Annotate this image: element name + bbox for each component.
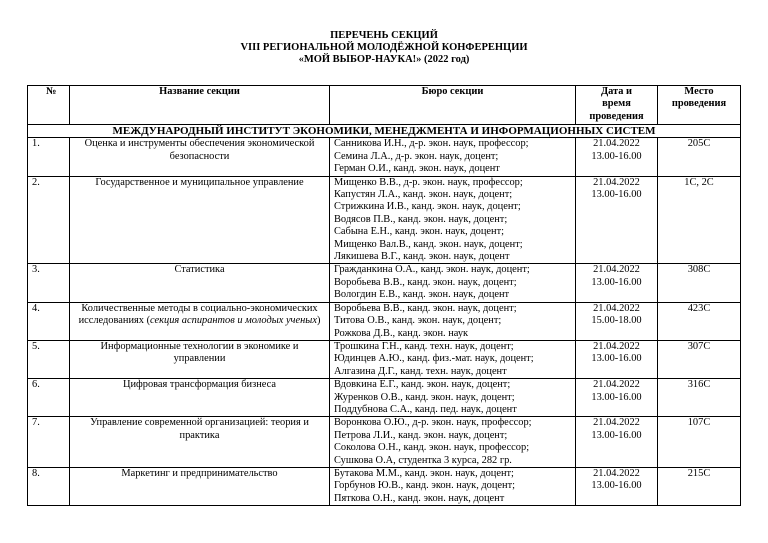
section-number: 3. <box>28 264 70 302</box>
section-date-time <box>576 379 658 417</box>
bureau-member: Вдовкина Е.Г., канд. экон. наук, доцент; <box>334 379 511 391</box>
section-room: 215С <box>658 467 741 505</box>
bureau-member: Пяткова О.Н., канд. экон. наук, доцент <box>334 492 505 504</box>
bureau-member: Мищенко В.В., д-р. экон. наук, профессор; <box>334 176 523 188</box>
section-bureau <box>330 138 576 176</box>
bureau-member: Герман О.И., канд. экон. наук, доцент <box>334 163 500 175</box>
section-bureau <box>330 264 576 302</box>
heading-line-1: ПЕРЕЧЕНЬ СЕКЦИЙ <box>330 30 438 41</box>
section-name <box>70 264 330 302</box>
section-name-line: Количественные методы в социально-экономических <box>81 302 318 314</box>
table-row <box>28 379 741 417</box>
section-name <box>70 340 330 378</box>
bureau-member: Лякишева В.Г., канд. экон. наук, доцент <box>334 251 510 263</box>
header-date-time <box>576 86 658 125</box>
header-date-line-1: Дата и <box>600 86 633 97</box>
table-row <box>28 138 741 176</box>
section-time: 13.00-16.00 <box>591 189 642 201</box>
document-heading <box>0 30 768 66</box>
bureau-member: Воробьева В.В., канд. экон. наук, доцент; <box>334 276 517 288</box>
table-row <box>28 176 741 264</box>
section-bureau <box>330 379 576 417</box>
section-date-time <box>576 302 658 340</box>
section-bureau <box>330 176 576 264</box>
section-name-line: Информационные технологии в экономике и <box>100 340 299 352</box>
section-name-line: Управление современной организацией: теория и <box>90 417 309 429</box>
section-time: 13.00-16.00 <box>591 353 642 365</box>
section-date: 21.04.2022 <box>593 340 640 352</box>
sections-table <box>27 85 741 506</box>
table-row <box>28 340 741 378</box>
header-date-line-3: проведения <box>589 110 644 122</box>
section-date: 21.04.2022 <box>593 379 640 391</box>
bureau-member: Капустян Л.А., канд. экон. наук, доцент; <box>334 189 513 201</box>
bureau-member: Воробьева В.В., канд. экон. наук, доцент; <box>334 302 517 314</box>
table-row <box>28 264 741 302</box>
section-number: 7. <box>28 417 70 468</box>
bureau-member: Вологдин Е.В., канд. экон. наук, доцент <box>334 289 510 301</box>
section-name-line: Оценка и инструменты обеспечения экономической <box>84 138 315 150</box>
header-place <box>658 86 741 125</box>
bureau-member: Воронкова О.Ю., д-р. экон. наук, профессор; <box>334 417 532 429</box>
heading-line-2: VIII РЕГИОНАЛЬНОЙ МОЛОДЁЖНОЙ КОНФЕРЕНЦИИ <box>240 42 528 53</box>
bureau-member: Водясов П.В., канд. экон. наук, доцент; <box>334 213 508 225</box>
section-name <box>70 138 330 176</box>
section-date-time <box>576 138 658 176</box>
section-name-line: безопасности <box>169 150 230 162</box>
bureau-member: Санникова И.Н., д-р. экон. наук, профессор; <box>334 138 529 150</box>
section-time: 13.00-16.00 <box>591 150 642 162</box>
header-date-line-2: время <box>602 98 631 110</box>
section-name <box>70 417 330 468</box>
section-date-time <box>576 340 658 378</box>
section-date-time <box>576 264 658 302</box>
table-row <box>28 417 741 468</box>
section-name-line: Цифровая трансформация бизнеса <box>122 379 277 391</box>
header-number: № <box>28 86 70 125</box>
section-room: 307С <box>658 340 741 378</box>
bureau-member: Алгазина Д.Г., канд. техн. наук, доцент <box>334 365 507 377</box>
bureau-member: Титова О.В., канд. экон. наук, доцент; <box>334 315 502 327</box>
section-number: 4. <box>28 302 70 340</box>
bureau-member: Стрижкина И.В., канд. экон. наук, доцент; <box>334 201 521 213</box>
table-header-row <box>28 86 741 125</box>
section-name <box>70 302 330 340</box>
bureau-member: Поддубнова С.А., канд. пед. наук, доцент <box>334 403 517 415</box>
section-bureau <box>330 340 576 378</box>
bureau-member: Бутакова М.М., канд. экон. наук, доцент; <box>334 467 514 479</box>
section-time: 13.00-16.00 <box>591 429 642 441</box>
bureau-member: Мищенко Вал.В., канд. экон. наук, доцент; <box>334 238 523 250</box>
section-date-time <box>576 417 658 468</box>
bureau-member: Рожкова Д.В., канд. экон. наук <box>334 327 469 339</box>
section-name-line: практика <box>179 429 220 441</box>
section-name <box>70 467 330 505</box>
section-room: 1С, 2С <box>658 176 741 264</box>
section-time: 13.00-16.00 <box>591 391 642 403</box>
section-room: 308С <box>658 264 741 302</box>
bureau-member: Гражданкина О.А., канд. экон. наук, доцент; <box>334 264 530 276</box>
section-name-line: Статистика <box>174 264 225 276</box>
section-name <box>70 379 330 417</box>
section-date: 21.04.2022 <box>593 467 640 479</box>
bureau-member: Юдинцев А.Ю., канд. физ.-мат. наук, доцент; <box>334 353 534 365</box>
section-name <box>70 176 330 264</box>
section-name-suffix: ) <box>316 315 321 327</box>
section-name-line: Маркетинг и предпринимательство <box>121 467 278 479</box>
bureau-member: Соколова О.Н., канд. экон. наук, профессор; <box>334 442 530 454</box>
section-room: 107С <box>658 417 741 468</box>
section-number: 8. <box>28 467 70 505</box>
section-date-time <box>576 176 658 264</box>
section-bureau <box>330 417 576 468</box>
bureau-member: Семина Л.А., д-р. экон. наук, доцент; <box>334 150 499 162</box>
section-bureau <box>330 467 576 505</box>
bureau-member: Петрова Л.И., канд. экон. наук, доцент; <box>334 429 508 441</box>
bureau-member: Трошкина Г.Н., канд. техн. наук, доцент; <box>334 340 514 352</box>
bureau-member: Горбунов Ю.В., канд. экон. наук, доцент; <box>334 480 516 492</box>
section-number: 5. <box>28 340 70 378</box>
section-bureau <box>330 302 576 340</box>
section-room: 316С <box>658 379 741 417</box>
table-row <box>28 302 741 340</box>
section-name-line: управлении <box>173 353 226 365</box>
section-name-line <box>74 315 325 327</box>
table-row <box>28 467 741 505</box>
section-date: 21.04.2022 <box>593 176 640 188</box>
section-date: 21.04.2022 <box>593 264 640 276</box>
section-time: 15.00-18.00 <box>591 315 642 327</box>
institute-name: МЕЖДУНАРОДНЫЙ ИНСТИТУТ ЭКОНОМИКИ, МЕНЕДЖМЕНТА И ИНФОРМАЦИОННЫХ СИСТЕМ <box>28 125 741 138</box>
section-date: 21.04.2022 <box>593 417 640 429</box>
section-number: 1. <box>28 138 70 176</box>
header-bureau: Бюро секции <box>330 86 576 125</box>
header-place-line-1: Место <box>684 86 714 97</box>
header-place-line-2: проведения <box>671 98 727 110</box>
heading-line-3: «МОЙ ВЫБОР-НАУКА!» (2022 год) <box>298 54 470 65</box>
institute-row <box>28 125 741 138</box>
section-time: 13.00-16.00 <box>591 276 642 288</box>
section-name-note: секция аспирантов и молодых ученых <box>150 315 317 327</box>
bureau-member: Сушкова О.А, студентка 3 курса, 282 гр. <box>334 454 512 466</box>
section-room: 423С <box>658 302 741 340</box>
section-date: 21.04.2022 <box>593 302 640 314</box>
section-room: 205С <box>658 138 741 176</box>
section-date: 21.04.2022 <box>593 138 640 150</box>
section-name-prefix: исследованиях ( <box>78 315 151 327</box>
bureau-member: Журенков О.В., канд. экон. наук, доцент; <box>334 391 515 403</box>
bureau-member: Сабына Е.Н., канд. экон. наук, доцент; <box>334 226 505 238</box>
section-number: 2. <box>28 176 70 264</box>
section-time: 13.00-16.00 <box>591 480 642 492</box>
section-date-time <box>576 467 658 505</box>
section-name-line: Государственное и муниципальное управление <box>95 176 304 188</box>
header-section-name: Название секции <box>70 86 330 125</box>
section-number: 6. <box>28 379 70 417</box>
